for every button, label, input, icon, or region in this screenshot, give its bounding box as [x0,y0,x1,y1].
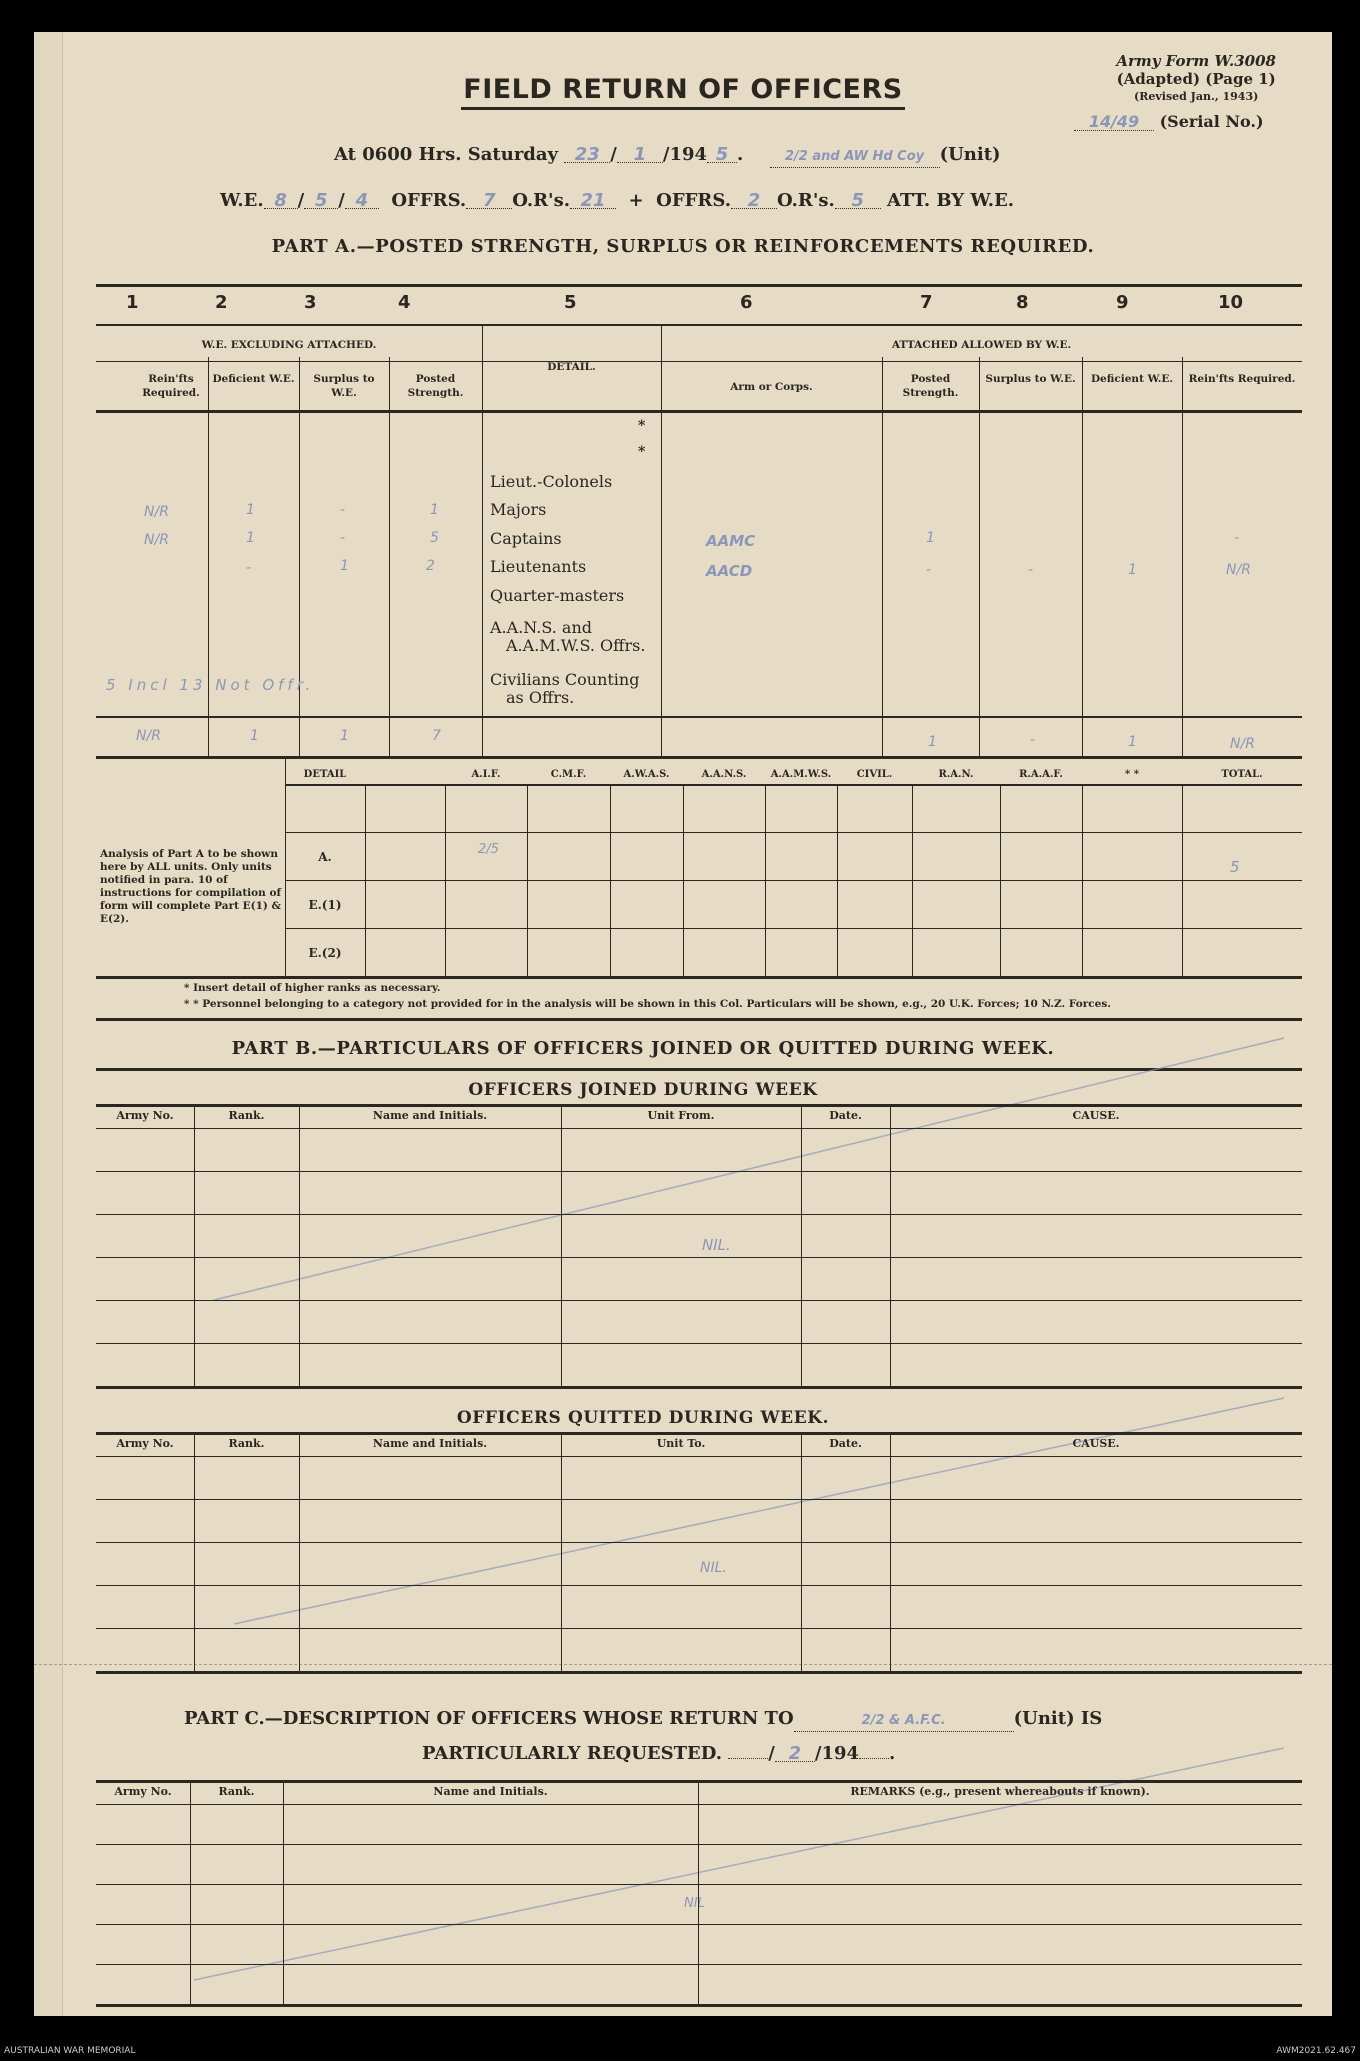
footer-right: AWM2021.62.467 [1276,2046,1356,2056]
rank-lieutenants: Lieutenants [490,557,587,576]
analysis-row-e2: E.(2) [308,946,342,960]
analysis-row-a: A. [318,850,332,864]
quitted-col-line [194,1432,195,1671]
analysis-col-line [683,784,684,976]
hand-majors-c4: 1 [430,502,439,518]
hand-arm-2: AACD [706,562,753,580]
date-year: 5 [707,144,737,163]
part-a-heading: PART A.—POSTED STRENGTH, SURPLUS OR REINFORCEMENTS REQUIRED. [271,236,1095,257]
part-c-heading2-text: PARTICULARLY REQUESTED. [422,1743,722,1764]
rank-majors: Majors [490,500,547,519]
hand-total-c8: - [1030,732,1036,748]
quitted-col-line [299,1432,300,1671]
star-2: * [638,444,646,460]
part-c-nil: NIL [684,1896,705,1911]
col-number-10: 10 [1218,292,1244,313]
form-line1: Army Form W.3008 [1116,52,1276,70]
quitted-col-line [801,1432,802,1671]
hdr-c8: Surplus to W.E. [985,373,1076,385]
date-month: 1 [617,144,663,163]
detail-header: DETAIL. [547,361,596,373]
analysis-col-line [1182,784,1183,976]
quitted-bottom-line [96,1671,1302,1674]
part-c-heading-end: (Unit) IS [1013,1708,1103,1729]
rank-aans: A.A.N.S. and [490,618,592,637]
quitted-nil: NIL. [700,1560,727,1576]
analysis-header-5: A.A.N.S. [701,769,747,780]
hand-total-c3: 1 [340,728,349,744]
analysis-header-11: TOTAL. [1221,769,1263,780]
footer-left: AUSTRALIAN WAR MEMORIAL [4,2046,136,2056]
quitted-top-line [96,1432,1302,1435]
quitted-row-line [96,1585,1302,1586]
hand-lts-c4: 2 [426,558,435,574]
hand-arm-1: AAMC [706,532,756,550]
hand-majors-c2: 1 [246,502,255,518]
part-c-year: 194 [821,1743,860,1764]
joined-top-line [96,1104,1302,1107]
ors2-label: O.R's. [776,190,835,211]
joined-nil: NIL. [702,1236,731,1254]
joined-col-line [561,1104,562,1386]
star-1: * [638,418,646,434]
we-line: W.E. 8 / 5 / 4 OFFRS. 7 O.R's. 21 + OFFRS. 2 O.R's. 5 ATT. BY W.E. [220,190,1015,211]
date-day: 23 [564,144,610,163]
analysis-header-9: R.A.A.F. [1019,769,1063,780]
joined-col-header-4: Date. [829,1109,862,1122]
hand-total-c7: 1 [928,734,937,750]
quitted-heading: OFFICERS QUITTED DURING WEEK. [456,1408,830,1428]
att-label: ATT. BY W.E. [887,190,1015,211]
hand-att-c10: - [1234,530,1240,546]
form-line2: (Adapted) (Page 1) [1116,70,1276,88]
analysis-hand-total: 5 [1230,858,1240,876]
rank-quartermasters: Quarter-masters [490,586,625,605]
analysis-col-line [610,784,611,976]
analysis-header-8: R.A.N. [938,769,974,780]
col-number-3: 3 [304,292,317,313]
quitted-header-line [96,1456,1302,1457]
we-1: 8 [264,190,298,209]
offrs2-label: OFFRS. [656,190,731,211]
form-line3: (Revised Jan., 1943) [1134,90,1259,103]
partc-col-header-1: Rank. [218,1785,255,1798]
hand-captains-c1: N/R [144,532,169,548]
rank-civilians-2: as Offrs. [506,688,575,707]
hand-total-c10: N/R [1230,736,1255,752]
hand-att-lt-c8: - [1028,562,1034,578]
joined-row-line [96,1300,1302,1301]
ors1-val: 21 [570,190,616,209]
partc-header-line [96,1804,1302,1805]
quitted-col-header-3: Unit To. [656,1437,706,1450]
hand-majors-c3: - [340,502,346,518]
joined-row-line [96,1343,1302,1344]
hdr-c9: Deficient W.E. [1090,373,1174,385]
hdr-c1: Rein'fts Required. [142,373,200,399]
hand-att-lt-c10: N/R [1226,562,1251,578]
col-number-5: 5 [564,292,577,313]
quitted-col-header-0: Army No. [116,1437,174,1450]
joined-row-line [96,1257,1302,1258]
hand-captains-c4: 5 [430,530,439,546]
hdr-c6: Arm or Corps. [730,381,813,393]
rank-captains: Captains [490,529,562,548]
quitted-row-line [96,1628,1302,1629]
date-line: At 0600 Hrs. Saturday 23 / 1 /194 5 . 2/2 and AW Hd Coy (Unit) [334,144,1001,168]
col-number-8: 8 [1016,292,1029,313]
joined-row-line [96,1214,1302,1215]
pencil-strokes [34,32,1332,2016]
part-b-heading: PART B.—PARTICULARS OF OFFICERS JOINED OR QUITTED DURING WEEK. [231,1038,1055,1059]
joined-row-line [96,1171,1302,1172]
part-c-month: 2 [775,1743,815,1762]
page-title: FIELD RETURN OF OFFICERS [34,74,1332,105]
analysis-header-4: A.W.A.S. [623,769,670,780]
analysis-col-line [285,756,286,976]
rank-civilians: Civilians Counting [490,670,640,689]
partc-bottom-line [96,2004,1302,2007]
col-number-2: 2 [215,292,228,313]
col-number-4: 4 [398,292,411,313]
analysis-hand-aif: 2/5 [478,842,499,857]
joined-bottom-line [96,1386,1302,1389]
we-2: 5 [304,190,338,209]
partc-row-line [96,1884,1302,1885]
quitted-col-header-5: CAUSE. [1072,1437,1120,1450]
hdr-c2: Deficient W.E. [212,373,295,385]
offrs1-val: 7 [466,190,512,209]
analysis-col-line [1082,784,1083,976]
partc-row-line [96,1844,1302,1845]
date-year-prefix: 194 [669,144,708,165]
attached-header: ATTACHED ALLOWED BY W.E. [891,339,1072,351]
ors1-label: O.R's. [512,190,570,211]
rank-aamws: A.A.M.W.S. Offrs. [506,636,646,655]
part-c-heading2: PARTICULARLY REQUESTED. / 2 /194 . [422,1740,895,1764]
joined-header-line [96,1128,1302,1129]
date-prefix: At 0600 Hrs. Saturday [334,144,559,165]
analysis-header-10: * * [1125,769,1139,780]
quitted-row-line [96,1499,1302,1500]
analysis-header-0: DETAIL [303,769,347,780]
partc-row-line [96,1924,1302,1925]
form-sheet [34,32,1332,2016]
joined-col-header-3: Unit From. [647,1109,715,1122]
analysis-col-line [527,784,528,976]
analysis-col-line [837,784,838,976]
analysis-header-7: CIVIL. [856,769,893,780]
hand-att-lt-c7: - [926,562,932,578]
quitted-col-line [890,1432,891,1671]
partc-top-line [96,1780,1302,1783]
hand-captains-c2: 1 [246,530,255,546]
quitted-col-header-2: Name and Initials. [372,1437,488,1450]
unit-label: (Unit) [939,144,1001,165]
partc-col-line [283,1780,284,2004]
we-label: W.E. [220,190,264,211]
we-excl-header: W.E. EXCLUDING ATTACHED. [201,339,377,351]
analysis-col-line [445,784,446,976]
offrs2-val: 2 [731,190,777,209]
footnote-2: * * Personnel belonging to a category not provided for in the analysis will be shown in this Col. Particulars will be shown, e.g., 20 U.K. Forces; 10 N.Z. Forces. [184,998,1111,1010]
joined-col-header-0: Army No. [116,1109,174,1122]
joined-col-header-1: Rank. [228,1109,265,1122]
offrs1-label: OFFRS. [391,190,467,211]
quitted-col-header-4: Date. [829,1437,862,1450]
ors2-val: 5 [835,190,881,209]
partc-col-header-0: Army No. [114,1785,172,1798]
analysis-col-line [912,784,913,976]
col-number-9: 9 [1116,292,1129,313]
analysis-row-e1: E.(1) [308,898,342,912]
part-c-heading-text: PART C.—DESCRIPTION OF OFFICERS WHOSE RETURN TO [184,1708,794,1729]
analysis-col-line [1000,784,1001,976]
analysis-col-line [765,784,766,976]
hand-lts-c3: 1 [340,558,349,574]
part-c-unit-hand: 2/2 & A.F.C. [794,1713,1014,1732]
hand-captains-c3: - [340,530,346,546]
unit-hand: 2/2 and AW Hd Coy [770,149,940,168]
hand-total-c4: 7 [432,728,441,744]
joined-col-line [194,1104,195,1386]
serial-hand: 14/49 [1074,112,1154,131]
partc-col-header-2: Name and Initials. [433,1785,548,1798]
footnote-1: * Insert detail of higher ranks as necessary. [184,982,441,994]
quitted-row-line [96,1542,1302,1543]
analysis-header-6: A.A.M.W.S. [770,769,832,780]
joined-col-header-5: CAUSE. [1072,1109,1120,1122]
quitted-col-line [561,1432,562,1671]
joined-col-line [801,1104,802,1386]
plus: + [628,190,644,211]
hand-majors-c1: N/R [144,504,169,520]
hand-total-c2: 1 [250,728,259,744]
col-number-1: 1 [126,292,139,313]
analysis-col-line [365,784,366,976]
analysis-header-2: A.I.F. [471,769,501,780]
partc-row-line [96,1964,1302,1965]
analysis-note: Analysis of Part A to be shown here by ALL units. Only units notified in para. 10 of instructions for compilation of form will complete Part E(1) & E(2). [100,848,282,925]
joined-col-line [890,1104,891,1386]
hand-note: 5 Incl 13 Not Offr. [106,676,315,694]
joined-col-line [299,1104,300,1386]
quitted-col-header-1: Rank. [228,1437,265,1450]
col-number-7: 7 [920,292,933,313]
we-3: 4 [345,190,379,209]
hand-total-c9: 1 [1128,734,1137,750]
analysis-header-3: C.M.F. [550,769,587,780]
partc-col-line [698,1780,699,2004]
hdr-c4: Posted Strength. [407,373,464,399]
hdr-c3: Surplus to W.E. [313,373,375,399]
hand-att-c7: 1 [926,530,935,546]
serial-label: (Serial No.) [1159,112,1264,131]
rank-lt-colonels: Lieut.-Colonels [490,472,613,491]
hand-lts-c2: - [246,560,252,576]
hdr-c10: Rein'fts Required. [1188,373,1296,385]
hdr-c7: Posted Strength. [902,373,959,399]
col-number-6: 6 [740,292,753,313]
joined-heading: OFFICERS JOINED DURING WEEK [468,1080,818,1100]
joined-col-header-2: Name and Initials. [372,1109,488,1122]
hand-total-c1: N/R [136,728,161,744]
partc-col-header-3: REMARKS (e.g., present whereabouts if known). [850,1785,1150,1798]
hand-att-lt-c9: 1 [1128,562,1137,578]
partc-col-line [190,1780,191,2004]
